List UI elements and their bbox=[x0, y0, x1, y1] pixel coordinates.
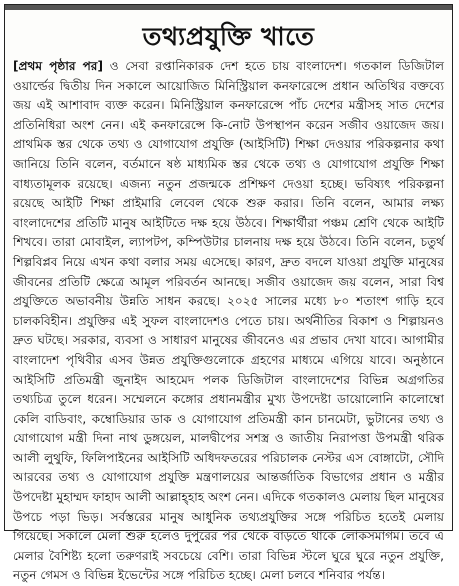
top-rule bbox=[5, 5, 452, 10]
continued-from-front-page-label: [প্রথম পৃষ্ঠার পর] bbox=[13, 59, 103, 73]
newspaper-clipping bbox=[4, 4, 453, 583]
article-headline: তথ্যপ্রযুক্তি খাতে bbox=[142, 22, 315, 51]
article-body-text: ও সেবা রপ্তানিকারক দেশ হতে চায় বাংলাদেশ। গতকাল ডিজিটাল ওয়ার্ল্ডের দ্বিতীয় দিন সকালে আয়োজিত মিনিস্ট্রিয়াল কনফারেন্সে প্রধান অতিথির বক্তব্যে জয় এই আশাবাদ ব্যক্ত করেন। মিনিস্ট্রিয়াল কনফারেন্সে পাঁচ দেশের মন্ত্রীসহ সাত দেশের প্রতিনিধিরা অংশ নেন। এই কনফারেন্সে কি-নোট উপস্থাপন করেন সজীব ওয়াজেদ জয়। প্রাথমিক স্তর থেকে তথ্য ও যোগাযোগ প্রযুক্তি (আইসিটি) শিক্ষা দেওয়ার পরিকল্পনার কথা জানিয়ে তিনি বলেন, বর্তমানে ষষ্ঠ মাধ্যমিক স্তর থেকে তথ্য ও যোগাযোগ প্রযুক্তি শিক্ষা বাধ্যতামূলক রয়েছে। এজন্য নতুন প্রজন্মকে প্রশিক্ষণ দেওয়া হচ্ছে। ভবিষ্যৎ পরিকল্পনা রয়েছে আইটি শিক্ষা প্রাইমারি লেবেল থেকে শুরু করার। তিনি বলেন, আমার লক্ষ্য বাংলাদেশের প্রতিটি মানুষ আইটিতে দক্ষ হয়ে উঠবে। শিক্ষার্থীরা পঞ্চম শ্রেণি থেকে আইটি শিখবে। তারা মোবাইল, ল্যাপটপ, কম্পিউটার চালনায় দক্ষ হয়ে উঠবে। তিনি বলেন, চতুর্থ শিল্পবিপ্লব নিয়ে এখন কথা বলার সময় এসেছে। কারণ, দ্রুত বদলে যাওয়া প্রযুক্তি মানুষের জীবনের প্রতিটি ক্ষেত্রে আমূল পরিবর্তন আনছে। সজীব ওয়াজেদ জয় বলেন, সারা বিশ্ব প্রযুক্তিতে অভাবনীয় উন্নতি সাধন করছে। ২০২৫ সালের মধ্যে ৮০ শতাংশ গাড়ি হবে চালকবিহীন। প্রযুক্তির এই সুফল বাংলাদেশও পেতে চায়। অর্থনীতির বিকাশ ও শিল্পায়নও দ্রুত ঘটছে। সরকার, ব্যবসা ও সাধারণ মানুষের জীবনেও এর প্রভাব দেখা যাবে। আগামীর বাংলাদেশ পৃথিবীর এসব উন্নত প্রযুক্তিগুলোকে গ্রহণের মাধ্যমে এগিয়ে যাবে। অনুষ্ঠানে আইসিটি প্রতিমন্ত্রী জুনাইদ আহমেদ পলক ডিজিটাল বাংলাদেশের বিভিন্ন অগ্রগতির তথ্যচিত্র তুলে ধরেন। সম্মেলনে কঙ্গোর প্রধানমন্ত্রীর মুখ্য উপদেষ্টা ডায়োলোনি কালোম্বো কেলি বাডিবাং, কম্বোডিয়ার ডাক ও যোগাযোগ প্রতিমন্ত্রী কান চানমেটা, ভুটানের তথ্য ও যোগাযোগ মন্ত্রী দিনা নাথ ডুঙ্গয়েল, মালদ্বীপের সশস্ত্র ও জাতীয় নিরাপত্তা উপমন্ত্রী থরিক আলী লুথুফি, ফিলিপাইনের আইসিটি অধিদফতরের পরিচালক নেস্টর এস বোঙ্গাটো, সৌদি আরবের তথ্য ও যোগাযোগ প্রযুক্তি মন্ত্রণালয়ের আন্তর্জাতিক বিভাগের প্রধান ও মন্ত্রীর উপদেষ্টা মুহাম্মদ ফাহাদ আলী আল্লাহ্হাহ অংশ নেন। এদিকে গতকালও মেলায় ছিল মানুষের উপচে পড়া ভিড়। সর্বস্তরের মানুষ আধুনিক তথ্যপ্রযুক্তির সঙ্গে পরিচিত হতেই মেলায় গিয়েছে। সকালে মেলা শুরু হলেও দুপুরের পর থেকে বাড়তে থাকে লোকসমাগম। তবে এ মেলার বৈশিষ্ট্য হলো তরুণরাই সবচেয়ে বেশি। তারা বিভিন্ন স্টলে ঘুরে ঘুরে নতুন প্রযুক্তি, নতুন গেমস ও বিভিন্ন ইভেন্টের সঙ্গে পরিচিত হচ্ছে। মেলা চলবে শনিবার পর্যন্ত। bbox=[13, 59, 445, 583]
article-body bbox=[13, 57, 445, 583]
